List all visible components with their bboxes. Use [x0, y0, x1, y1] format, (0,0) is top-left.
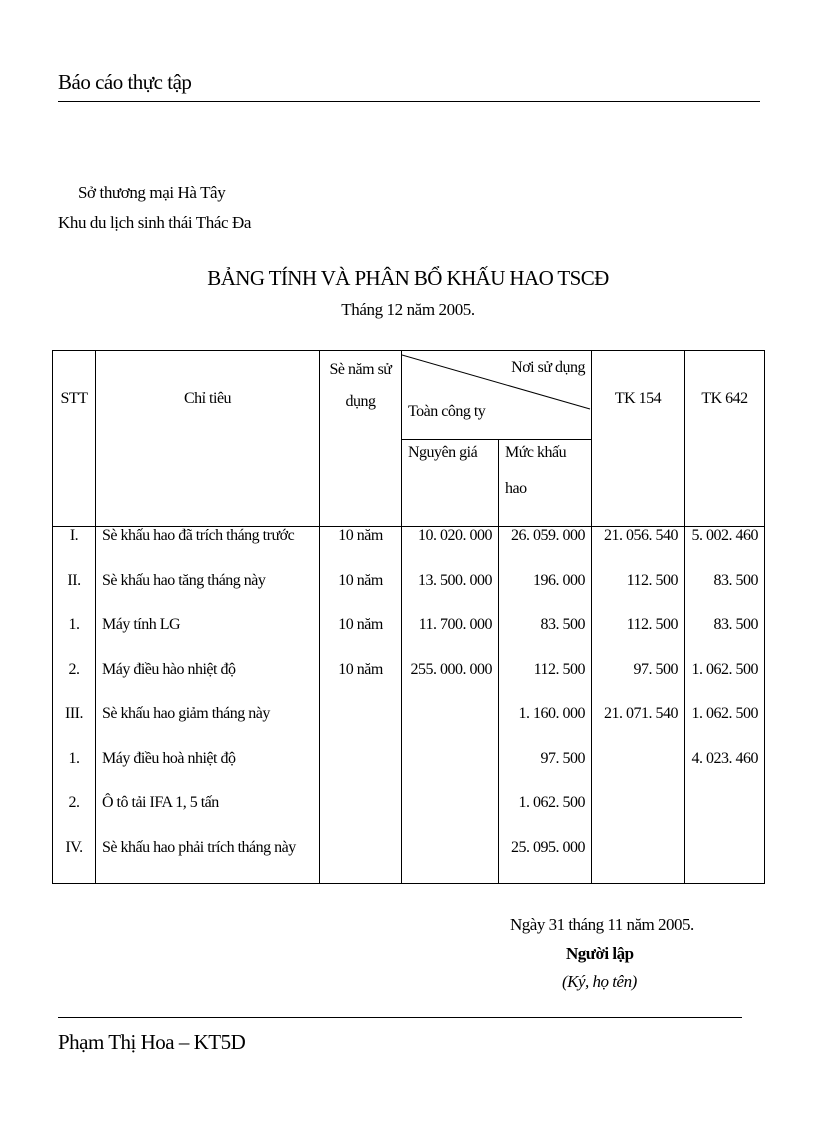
header-tk642: TK 642 — [685, 351, 765, 527]
row-chi-tieu: Sè khấu hao giảm tháng này — [96, 705, 320, 750]
table-row — [53, 661, 765, 706]
row-chi-tieu: Máy điều hoà nhiệt độ — [96, 750, 320, 795]
header-rule — [58, 101, 760, 102]
header-toan-cong-ty: Toàn công ty — [408, 403, 486, 420]
row-nguyen-gia — [402, 794, 499, 839]
page-header-title: Báo cáo thực tập — [58, 70, 192, 94]
table-row — [53, 839, 765, 884]
row-muc-khau-hao: 83. 500 — [499, 616, 592, 661]
table-row — [53, 527, 765, 572]
row-so-nam: 10 năm — [320, 527, 402, 572]
row-stt: 1. — [68, 749, 80, 767]
row-tk642: 5. 002. 460 — [685, 527, 765, 572]
row-tk154 — [592, 794, 685, 839]
row-so-nam — [320, 794, 402, 839]
header-muc-khau-line1: Mức khấu — [505, 444, 567, 461]
row-tk154: 112. 500 — [592, 616, 685, 661]
table-row — [53, 705, 765, 750]
row-tk154: 21. 056. 540 — [592, 527, 685, 572]
row-stt: IV. — [65, 838, 83, 856]
row-tk642: 4. 023. 460 — [685, 750, 765, 795]
row-muc-khau-hao: 1. 160. 000 — [499, 705, 592, 750]
row-muc-khau-hao: 97. 500 — [499, 750, 592, 795]
row-nguyen-gia — [402, 839, 499, 884]
row-so-nam — [320, 750, 402, 795]
row-so-nam: 10 năm — [320, 661, 402, 706]
header-muc-khau-line2: hao — [505, 480, 527, 497]
header-so-nam-line1: Sè năm sử — [329, 361, 392, 378]
row-nguyen-gia: 10. 020. 000 — [402, 527, 499, 572]
row-chi-tieu: Máy điều hào nhiệt độ — [96, 661, 320, 706]
row-chi-tieu: Sè khấu hao tăng tháng này — [96, 572, 320, 617]
signature-date: Ngày 31 tháng 11 năm 2005. — [510, 915, 694, 934]
header-noi-su-dung-cell — [402, 351, 592, 440]
header-so-nam — [320, 351, 402, 527]
row-chi-tieu: Sè khấu hao phải trích tháng này — [96, 839, 320, 884]
row-nguyen-gia — [402, 750, 499, 795]
header-nguyen-gia: Nguyên giá — [402, 440, 499, 527]
header-muc-khau-hao — [499, 440, 592, 527]
header-chi-tieu: Chỉ tiêu — [96, 351, 320, 527]
row-nguyen-gia: 11. 700. 000 — [402, 616, 499, 661]
row-nguyen-gia: 255. 000. 000 — [402, 661, 499, 706]
table-row — [53, 616, 765, 661]
row-stt: 1. — [68, 616, 80, 633]
table-row — [53, 572, 765, 617]
row-tk642: 83. 500 — [685, 572, 765, 617]
row-tk154: 97. 500 — [592, 661, 685, 706]
row-tk154 — [592, 839, 685, 884]
signature-role: Người lập — [566, 944, 634, 963]
row-nguyen-gia: 13. 500. 000 — [402, 572, 499, 617]
row-tk154 — [592, 750, 685, 795]
document-subtitle: Tháng 12 năm 2005. — [341, 300, 475, 319]
header-so-nam-line2: dụng — [345, 393, 376, 410]
signature-note: (Ký, họ tên) — [562, 972, 637, 991]
row-stt: 2. — [68, 794, 80, 811]
table-row — [53, 750, 765, 795]
row-muc-khau-hao: 196. 000 — [499, 572, 592, 617]
row-tk642 — [685, 839, 765, 884]
table-row — [53, 794, 765, 839]
row-chi-tieu: Máy tính LG — [96, 616, 320, 661]
footer-author: Phạm Thị Hoa – KT5D — [58, 1030, 246, 1054]
row-muc-khau-hao: 26. 059. 000 — [499, 527, 592, 572]
row-stt: II. — [67, 571, 81, 589]
depreciation-table — [52, 350, 765, 884]
row-so-nam: 10 năm — [320, 572, 402, 617]
org-line-2: Khu du lịch sinh thái Thác Đa — [58, 213, 251, 232]
row-stt: 2. — [68, 660, 80, 678]
row-tk642: 1. 062. 500 — [685, 705, 765, 750]
row-tk154: 21. 071. 540 — [592, 705, 685, 750]
row-nguyen-gia — [402, 705, 499, 750]
row-tk154: 112. 500 — [592, 572, 685, 617]
row-tk642: 1. 062. 500 — [685, 661, 765, 706]
header-noi-su-dung: Nơi sử dụng — [511, 359, 585, 376]
footer-rule — [58, 1017, 742, 1018]
document-title: BẢNG TÍNH VÀ PHÂN BỔ KHẤU HAO TSCĐ — [207, 266, 609, 290]
org-line-1: Sở thương mại Hà Tây — [78, 183, 226, 202]
row-muc-khau-hao: 1. 062. 500 — [499, 794, 592, 839]
row-tk642: 83. 500 — [685, 616, 765, 661]
row-muc-khau-hao: 25. 095. 000 — [499, 839, 592, 884]
header-tk154: TK 154 — [592, 351, 685, 527]
header-stt: STT — [60, 389, 88, 407]
row-chi-tieu: Sè khấu hao đã trích tháng trước — [96, 527, 320, 572]
row-chi-tieu: Ô tô tải IFA 1, 5 tấn — [96, 794, 320, 839]
row-stt: III. — [65, 705, 83, 722]
row-so-nam — [320, 839, 402, 884]
row-tk642 — [685, 794, 765, 839]
row-so-nam — [320, 705, 402, 750]
row-so-nam: 10 năm — [320, 616, 402, 661]
row-stt: I. — [69, 527, 79, 544]
row-muc-khau-hao: 112. 500 — [499, 661, 592, 706]
